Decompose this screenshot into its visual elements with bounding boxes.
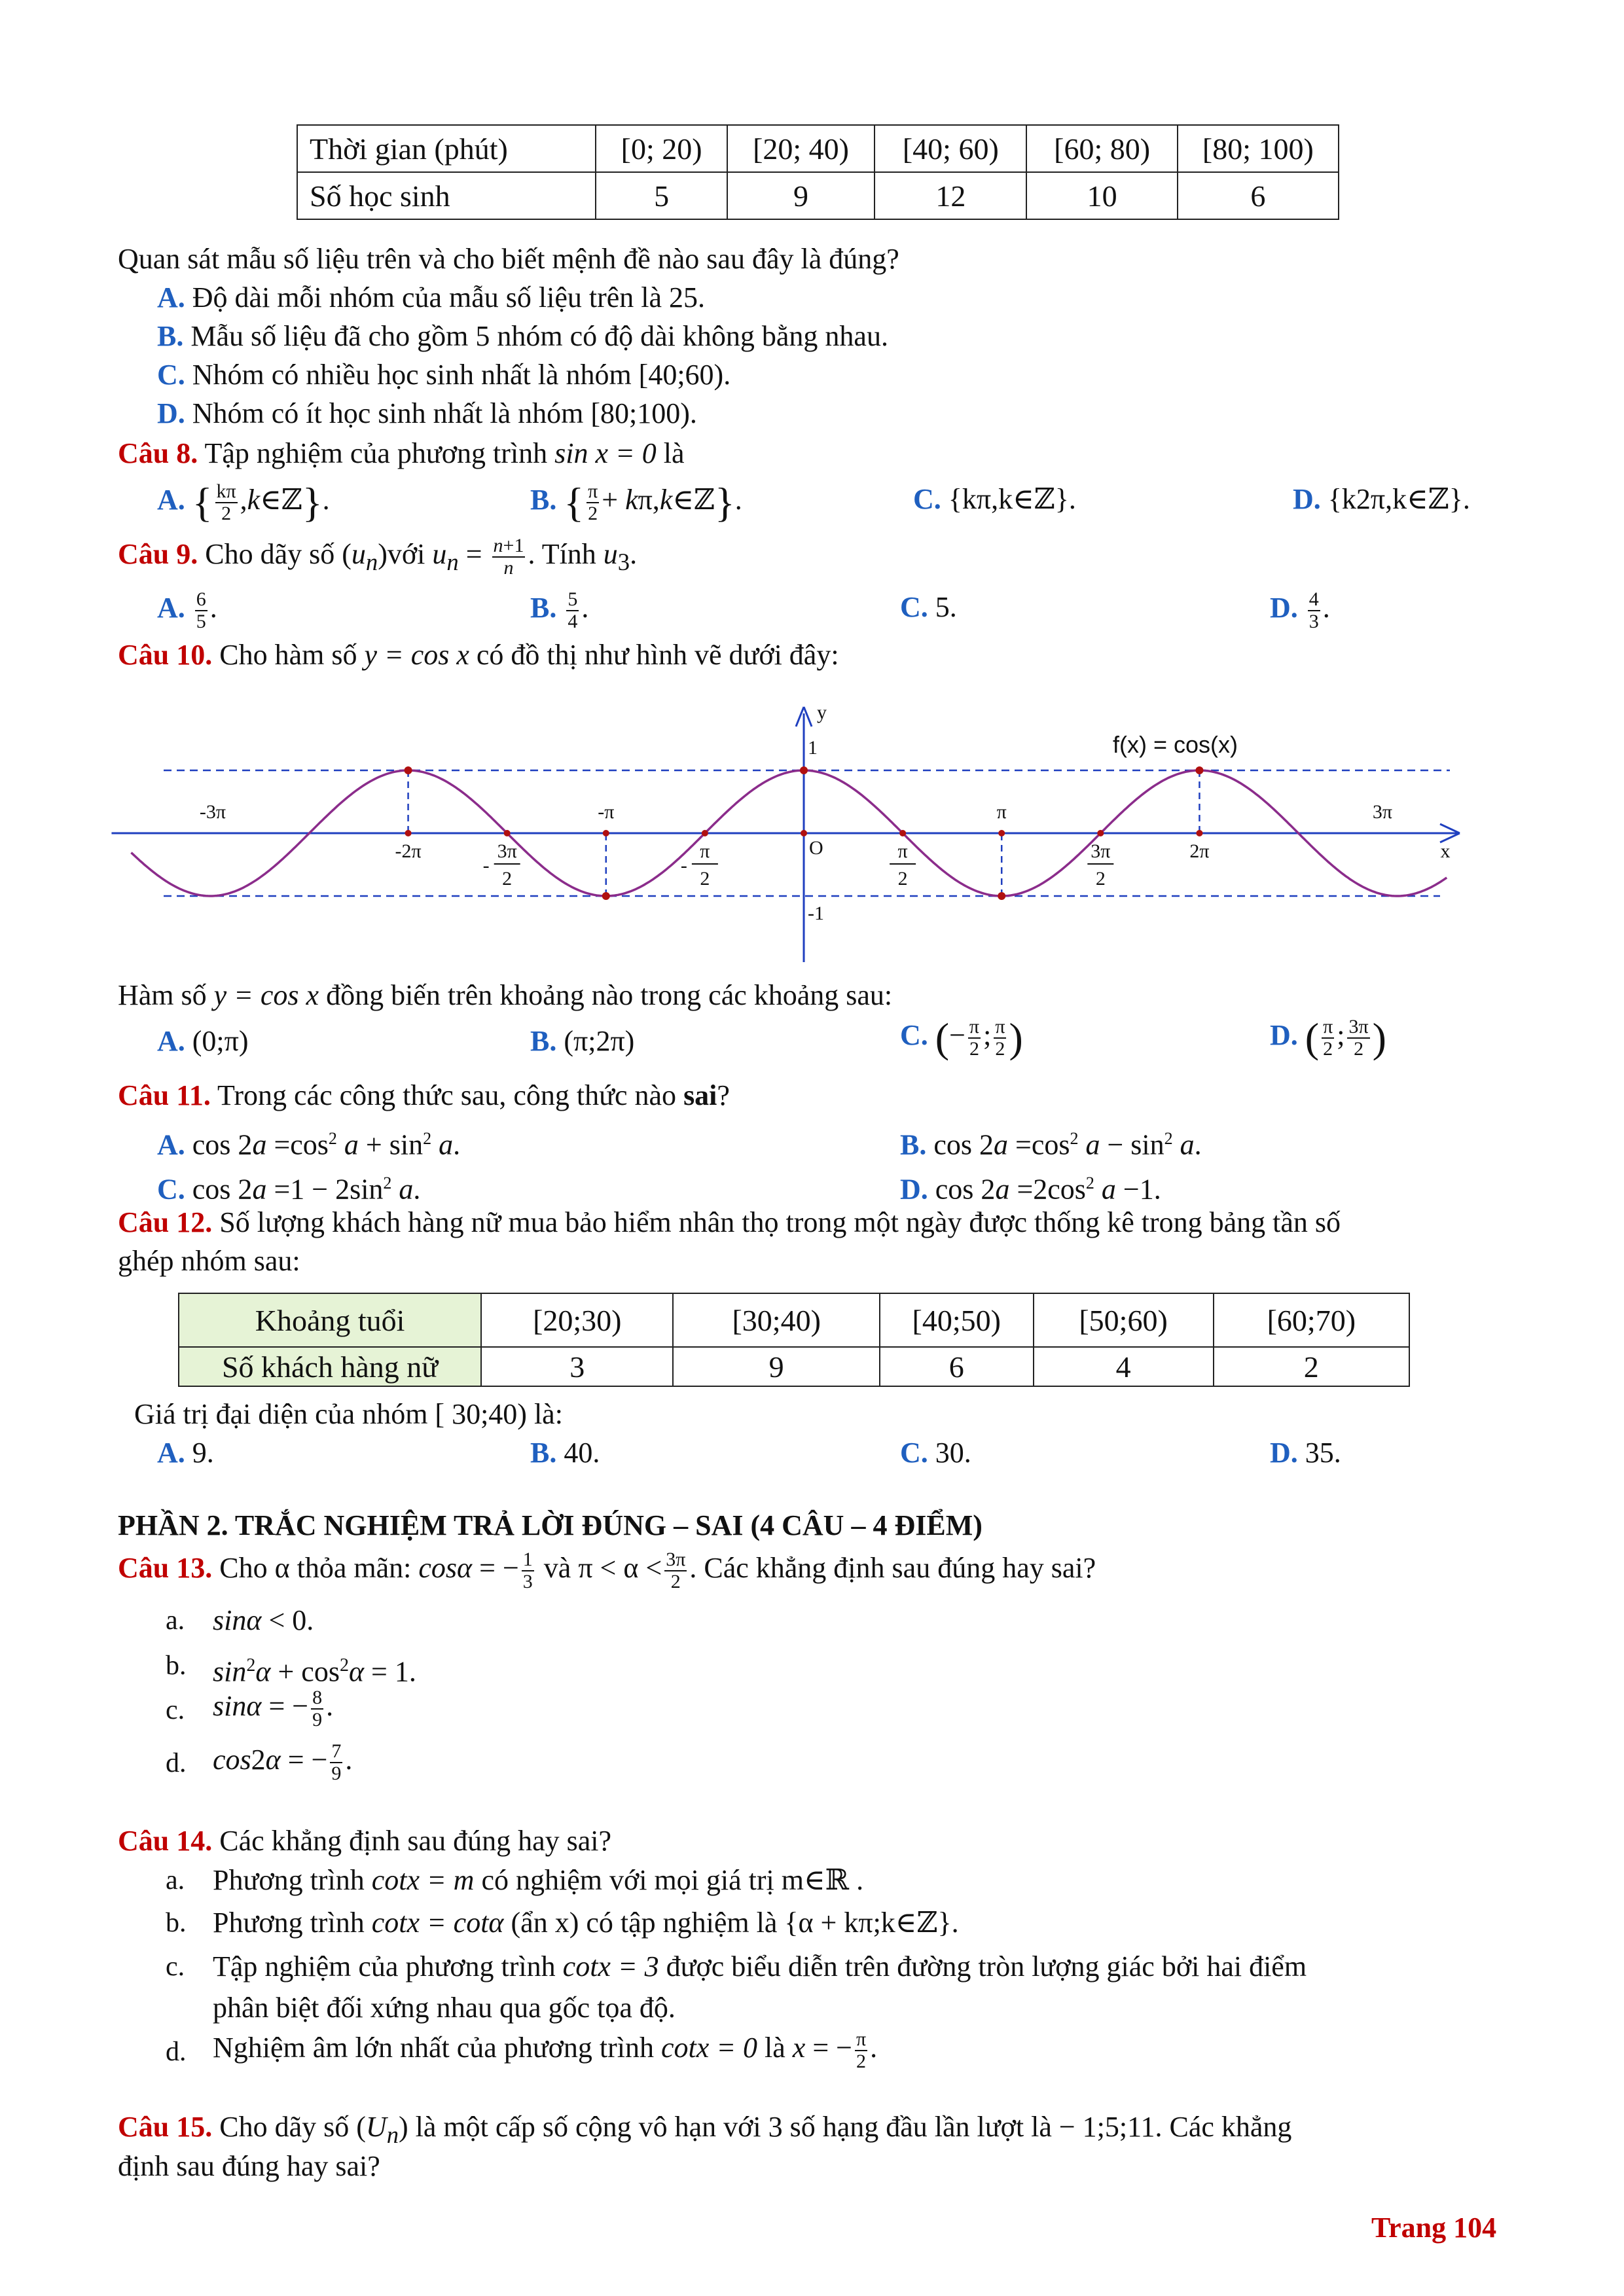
q14-item-c-line2: phân biệt đối xứng nhau qua gốc tọa độ.: [213, 1992, 676, 2024]
q13-item-c-letter: c.: [166, 1695, 185, 1725]
table1-cell-3: 12: [875, 172, 1026, 219]
q10-option-d: D. ( $\frac{\pi}{2}$ ; $\frac{3\pi}{2}$ ): [1270, 1014, 1386, 1061]
table2-cell-3: 6: [880, 1347, 1034, 1386]
q13-item-d-letter: d.: [166, 1748, 187, 1778]
q7-option-b: B. Mẫu số liệu đã cho gồm 5 nhóm có độ dài không bằng nhau.: [157, 320, 888, 352]
extremum-point: [405, 766, 412, 774]
q7-option-c: C. Nhóm có nhiều học sinh nhất là nhóm [40;60).: [157, 359, 731, 391]
extremum-point: [602, 892, 610, 900]
q10-stem: Câu 10. Cho hàm số y = cos x có đồ thị như hình vẽ dưới đây:: [118, 639, 839, 671]
q7-option-a: A. Độ dài mỗi nhóm của mẫu số liệu trên là 25.: [157, 281, 706, 314]
x-tick-label-den: 2: [897, 868, 908, 889]
table2-header-2: [30;40): [673, 1293, 880, 1347]
table2-header-0: Khoảng tuổi: [179, 1293, 481, 1347]
x-tick-label-num: 3π: [1091, 840, 1111, 862]
q10-option-a: A. (0;π): [157, 1025, 249, 1057]
x-tick-label: 2π: [1189, 840, 1210, 862]
axis-point: [899, 830, 906, 836]
q10-option-b: B. (π;2π): [530, 1025, 635, 1057]
q11-option-c: C. $\cos 2a =1 - 2\sin^2$ a.: [157, 1173, 421, 1206]
q11-option-d: D. $\cos 2a =2\cos^2$ a −1.: [900, 1173, 1161, 1206]
table2-header-3: [40;50): [880, 1293, 1034, 1347]
x-tick-label-minus: -: [680, 855, 687, 876]
q13-item-a: sinα < 0.: [213, 1604, 314, 1636]
x-tick-label: -3π: [199, 801, 226, 823]
x-tick-label-den: 2: [502, 868, 513, 889]
q14-stem: Câu 14. Các khẳng định sau đúng hay sai?: [118, 1825, 611, 1857]
origin-label: O: [809, 837, 823, 859]
q14-item-d: Nghiệm âm lớn nhất của phương trình cotx = 0 là x = − $\frac{\pi}{2}$ .: [213, 2028, 878, 2072]
axis-point: [1097, 830, 1104, 836]
q9-stem: Câu 9. Cho dãy số $(u_n)với$ $u_n$ = $\frac{n+1}{n}$ . Tính $u_3$.: [118, 535, 638, 579]
y-tick-label: 1: [808, 737, 818, 759]
x-tick-label-den: 2: [700, 868, 710, 889]
table1-header-2: [20; 40): [727, 125, 875, 172]
q14-item-a-letter: a.: [166, 1865, 185, 1895]
q8-stem: Câu 8. Tập nghiệm của phương trình sin x = 0 là: [118, 437, 685, 469]
extremum-point: [800, 766, 808, 774]
table1-header-5: [80; 100): [1178, 125, 1339, 172]
q13-item-b-letter: b.: [166, 1651, 187, 1681]
table1-row-label: Số học sinh: [297, 172, 596, 219]
table1-cell-5: 6: [1178, 172, 1339, 219]
q12-option-b: B. 40.: [530, 1437, 600, 1469]
q13-item-a-letter: a.: [166, 1605, 185, 1636]
table1-cell-2: 9: [727, 172, 875, 219]
x-tick-label-den: 2: [1095, 868, 1106, 889]
y-axis-label: y: [817, 702, 827, 723]
q11-stem: Câu 11. Trong các công thức sau, công thức nào sai?: [118, 1079, 730, 1111]
q11-option-b: B. $\cos 2a =\cos^2$ $a - \sin^2 a$.: [900, 1128, 1202, 1161]
q8-option-d: D. {k2π,k∈ℤ}.: [1293, 483, 1470, 515]
x-tick-label-num: 3π: [497, 840, 517, 862]
table2-cell-5: 2: [1214, 1347, 1409, 1386]
q12-option-a: A. 9.: [157, 1437, 214, 1469]
q11-option-a: A. $\cos 2a =\cos^2$ $a + \sin^2 a$.: [157, 1128, 461, 1161]
q14-item-b-letter: b.: [166, 1908, 187, 1938]
q13-item-b: $\sin^2\alpha + \cos^2\alpha = 1$.: [213, 1655, 416, 1688]
q12-stem-line1: Câu 12. Số lượng khách hàng nữ mua bảo hiểm nhân thọ trong một ngày được thống kê trong bảng tần số: [118, 1206, 1341, 1238]
table2-cell-4: 4: [1034, 1347, 1214, 1386]
extremum-point: [998, 892, 1005, 900]
q12-option-d: D. 35.: [1270, 1437, 1341, 1469]
q12-option-c: C. 30.: [900, 1437, 971, 1469]
x-axis-label: x: [1440, 840, 1451, 862]
q9-option-c: C. 5.: [900, 591, 957, 623]
table2-cell-1: 3: [481, 1347, 673, 1386]
table1-header-1: [0; 20): [596, 125, 727, 172]
x-tick-label: -2π: [395, 840, 422, 862]
table1-header-4: [60; 80): [1026, 125, 1177, 172]
extremum-point: [1195, 766, 1203, 774]
q10-option-c: C. (− $\frac{\pi}{2}$ ; $\frac{\pi}{2}$ ): [900, 1014, 1023, 1061]
axis-point: [405, 830, 412, 836]
axis-point: [504, 830, 511, 836]
q9-option-a: A. $\frac{6}{5}$ .: [157, 588, 217, 632]
q14-item-b: Phương trình cotx = cotα (ẩn x) có tập nghiệm là {α + kπ;k∈ℤ}.: [213, 1907, 959, 1939]
q13-item-d: cos2α = − $\frac{7}{9}$ .: [213, 1740, 353, 1784]
q14-item-d-letter: d.: [166, 2037, 187, 2067]
q13-stem: Câu 13. Cho α thỏa mãn: cosα = − $\frac{1}{3}$ và π < α < $\frac{3\pi}{2}$ . Các khẳng định sau đúng hay sai?: [118, 1549, 1096, 1592]
q14-item-c-letter: c.: [166, 1952, 185, 1982]
table2-header-4: [50;60): [1034, 1293, 1214, 1347]
q12-stem-line2: ghép nhóm sau:: [118, 1245, 300, 1277]
axis-point: [702, 830, 708, 836]
y-tick-label: -1: [808, 903, 824, 924]
q14-item-c: Tập nghiệm của phương trình cotx = 3 được biểu diễn trên đường tròn lượng giác bởi hai điểm: [213, 1950, 1307, 1982]
table1-cell-1: 5: [596, 172, 727, 219]
table2-header-1: [20;30): [481, 1293, 673, 1347]
table2-cell-2: 9: [673, 1347, 880, 1386]
table1-header-3: [40; 60): [875, 125, 1026, 172]
page-number: Trang 104: [1371, 2212, 1497, 2244]
q10-question: Hàm số y = cos x đồng biến trên khoảng nào trong các khoảng sau:: [118, 979, 893, 1011]
x-tick-label: -π: [598, 801, 615, 823]
q15-stem: Câu 15. Cho dãy số $(U_n)$ là một cấp số cộng vô hạn với 3 số hạng đầu lần lượt là − 1;5;11. Các khẳng: [118, 2111, 1292, 2148]
axis-point: [998, 830, 1005, 836]
axis-point: [801, 830, 807, 836]
x-tick-label: 3π: [1372, 801, 1393, 823]
q8-option-c: C. {kπ,k∈ℤ}.: [913, 483, 1076, 515]
axis-point: [1196, 830, 1202, 836]
q8-option-a: A. { $\frac{k\pi}{2}$ ,k∈ℤ}.: [157, 479, 330, 526]
q9-option-b: B. $\frac{5}{4}$ .: [530, 588, 589, 632]
q15-stem-line2: định sau đúng hay sai?: [118, 2150, 380, 2182]
table1-header-0: Thời gian (phút): [297, 125, 596, 172]
x-tick-label-num: π: [700, 840, 710, 862]
axis-point: [603, 830, 609, 836]
x-tick-label-num: π: [897, 840, 908, 862]
q12-question: Giá trị đại diện của nhóm [ 30;40) là:: [134, 1398, 563, 1430]
q13-item-c: sinα = − $\frac{8}{9}$ .: [213, 1687, 334, 1731]
table-age-customers: [178, 1293, 1410, 1387]
table2-row-label: Số khách hàng nữ: [179, 1347, 481, 1386]
q14-item-a: Phương trình cotx = m có nghiệm với mọi giá trị m∈ℝ .: [213, 1864, 864, 1896]
table1-cell-4: 10: [1026, 172, 1177, 219]
x-tick-label-minus: -: [482, 855, 490, 876]
q7-option-d: D. Nhóm có ít học sinh nhất là nhóm [80;100).: [157, 397, 697, 429]
q8-option-b: B. { $\frac{\pi}{2}$ + kπ,k∈ℤ}.: [530, 479, 742, 526]
chart-title: f(x) = cos(x): [1113, 731, 1238, 758]
q9-option-d: D. $\frac{4}{3}$ .: [1270, 588, 1330, 632]
q7-stem: Quan sát mẫu số liệu trên và cho biết mệnh đề nào sau đây là đúng?: [118, 243, 899, 275]
part2-title: PHẦN 2. TRẮC NGHIỆM TRẢ LỜI ĐÚNG – SAI (4 CÂU – 4 ĐIỂM): [118, 1509, 983, 1541]
table2-header-5: [60;70): [1214, 1293, 1409, 1347]
x-tick-label: π: [996, 801, 1007, 823]
